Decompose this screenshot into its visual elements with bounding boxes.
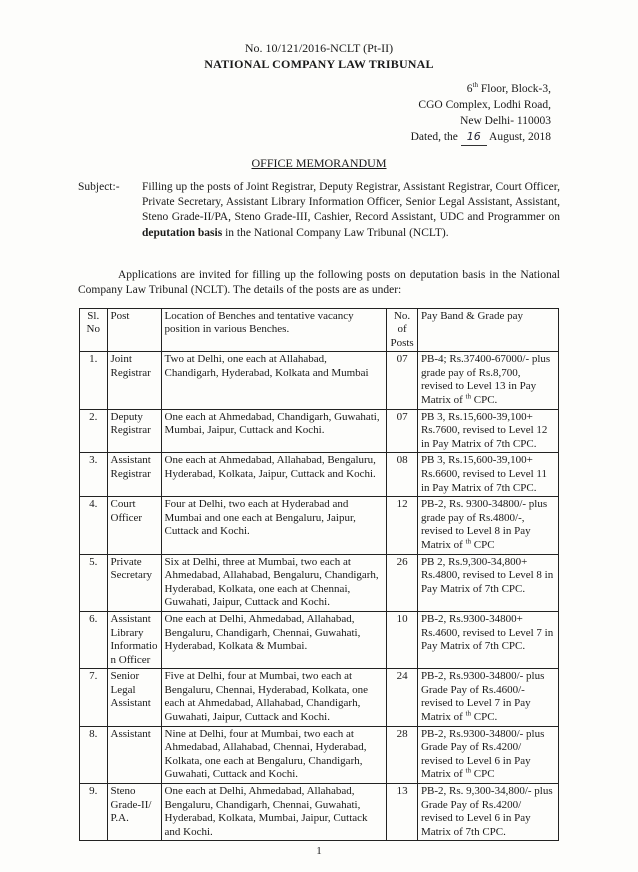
cell-no-of-posts: 26 — [387, 554, 418, 611]
intro-paragraph: Applications are invited for filling up the following posts on deputation basis in the National Company Law Tribunal (NCLT). The details of the posts are as under: — [78, 269, 560, 296]
table-row — [80, 726, 559, 783]
cell-post: Assistant Registrar — [107, 453, 161, 497]
cell-location: One each at Delhi, Ahmedabad, Allahabad, Bengaluru, Chandigarh, Chennai, Guwahati, Hyderabad, Kolkata, Mumbai, Jaipur, Cuttack and Kochi. — [161, 784, 387, 841]
header-pay-band: Pay Band & Grade pay — [417, 309, 558, 352]
cell-no-of-posts: 24 — [387, 669, 418, 726]
cell-pay-band: PB-2, Rs.9300-34800/- plus Grade Pay of Rs.4600/- revised to Level 7 in Pay Matrix of $^{th}$ CPC. — [417, 669, 558, 726]
table-header-row — [80, 309, 559, 352]
cell-pay-band: PB 3, Rs.15,600-39,100+ Rs.7600, revised to Level 12 in Pay Matrix of 7th CPC. — [417, 409, 558, 453]
cell-sl-no: 8. — [80, 726, 108, 783]
cell-sl-no: 3. — [80, 453, 108, 497]
cell-sl-no: 5. — [80, 554, 108, 611]
cell-location: Nine at Delhi, four at Mumbai, two each at Ahmedabad, Allahabad, Chennai, Hyderabad, Kolkata, one each at Bengaluru, Chandigarh, Guwahati, Cuttack and Kochi. — [161, 726, 387, 783]
cell-location: Two at Delhi, one each at Allahabad, Chandigarh, Hyderabad, Kolkata and Mumbai — [161, 352, 387, 409]
cell-no-of-posts: 08 — [387, 453, 418, 497]
address-block — [411, 81, 551, 146]
subject-label: Subject:- — [78, 181, 120, 193]
cell-post: Deputy Registrar — [107, 409, 161, 453]
file-number: No. 10/121/2016-NCLT (Pt-II) — [244, 41, 394, 55]
page-number: 1 — [316, 845, 322, 857]
cell-post: Joint Registrar — [107, 352, 161, 409]
cell-post: Private Secretary — [107, 554, 161, 611]
table-row — [80, 352, 559, 409]
address-line-3: New Delhi- 110003 — [460, 115, 551, 127]
posts-table — [79, 308, 559, 841]
cell-no-of-posts: 13 — [387, 784, 418, 841]
cell-location: Six at Delhi, three at Mumbai, two each at Ahmedabad, Allahabad, Bengaluru, Chandigarh, Hyderabad, Kolkata, one each at Chennai, Guwahati, Jaipur, Cuttack and Kochi. — [161, 554, 387, 611]
cell-pay-band: PB-2, Rs.9300-34800/- plus Grade Pay of Rs.4200/ revised to Level 6 in Pay Matrix of $^{th}$ CPC — [417, 726, 558, 783]
cell-sl-no: 4. — [80, 497, 108, 554]
subject-block — [78, 180, 560, 241]
cell-no-of-posts: 07 — [387, 409, 418, 453]
address-line-2: CGO Complex, Lodhi Road, — [418, 99, 551, 111]
cell-post: Court Officer — [107, 497, 161, 554]
table-row — [80, 611, 559, 668]
cell-sl-no: 2. — [80, 409, 108, 453]
table-row — [80, 409, 559, 453]
header-post: Post — [107, 309, 161, 352]
cell-pay-band: PB 3, Rs.15,600-39,100+ Rs.6600, revised to Level 11 in Pay Matrix of 7th CPC. — [417, 453, 558, 497]
cell-sl-no: 7. — [80, 669, 108, 726]
cell-pay-band: PB-4; Rs.37400-67000/- plus grade pay of Rs.8,700, revised to Level 13 in Pay Matrix of $^{th}$ CPC. — [417, 352, 558, 409]
date-line: Dated, the 16 August, 2018 — [411, 129, 551, 146]
cell-sl-no: 9. — [80, 784, 108, 841]
table-row — [80, 554, 559, 611]
cell-sl-no: 1. — [80, 352, 108, 409]
cell-no-of-posts: 07 — [387, 352, 418, 409]
cell-no-of-posts: 10 — [387, 611, 418, 668]
table-row — [80, 453, 559, 497]
cell-pay-band: PB-2, Rs. 9300-34800/- plus grade pay of Rs.4800/-, revised to Level 8 in Pay Matrix of $^{th}$ CPC — [417, 497, 558, 554]
cell-post: Assistant Library Informatio n Officer — [107, 611, 161, 668]
cell-no-of-posts: 12 — [387, 497, 418, 554]
cell-location: One each at Ahmedabad, Allahabad, Bengaluru, Hyderabad, Kolkata, Jaipur, Cuttack and Kochi. — [161, 453, 387, 497]
cell-location: One each at Delhi, Ahmedabad, Allahabad, Bengaluru, Chandigarh, Chennai, Guwahati, Hyderabad, Kolkata & Mumbai. — [161, 611, 387, 668]
address-floor: 6th Floor, Block-3, — [466, 81, 551, 95]
cell-pay-band: PB 2, Rs.9,300-34,800+ Rs.4800, revised to Level 8 in Pay Matrix of 7th CPC. — [417, 554, 558, 611]
cell-location: Five at Delhi, four at Mumbai, two each at Bengaluru, Chennai, Hyderabad, Kolkata, one each at Ahmedabad, Allahabad, Chandigarh, Guwahati, Jaipur, Cuttack and Kochi. — [161, 669, 387, 726]
cell-post: Steno Grade-II/ P.A. — [107, 784, 161, 841]
cell-pay-band: PB-2, Rs. 9,300-34,800/- plus Grade Pay of Rs.4200/ revised to Level 6 in Pay Matrix of 7th CPC. — [417, 784, 558, 841]
header-sl-no: Sl. No — [80, 309, 108, 352]
cell-pay-band: PB-2, Rs.9300-34800+ Rs.4600, revised to Level 7 in Pay Matrix of 7th CPC. — [417, 611, 558, 668]
table-row — [80, 497, 559, 554]
cell-location: Four at Delhi, two each at Hyderabad and Mumbai and one each at Bengaluru, Jaipur, Cuttack and Kochi. — [161, 497, 387, 554]
cell-post: Assistant — [107, 726, 161, 783]
handwritten-date: 16 — [461, 129, 487, 146]
header-location: Location of Benches and tentative vacancy position in various Benches. — [161, 309, 387, 352]
cell-location: One each at Ahmedabad, Chandigarh, Guwahati, Mumbai, Jaipur, Cuttack and Kochi. — [161, 409, 387, 453]
cell-no-of-posts: 28 — [387, 726, 418, 783]
cell-sl-no: 6. — [80, 611, 108, 668]
table-row — [80, 784, 559, 841]
table-body — [80, 352, 559, 841]
header-no-of-posts: No. of Posts — [387, 309, 418, 352]
subject-text: Filling up the posts of Joint Registrar, Deputy Registrar, Assistant Registrar, Court Officer, Private Secretary, Assistant Library Information Officer, Senior Legal Assistant, Assistant, Steno Grade-II/PA, Steno Grade-III, Cashier, Record Assistant, UDC and Programmer on deputation basis in the National Company Law Tribunal (NCLT). — [142, 181, 560, 239]
organisation-name: NATIONAL COMPANY LAW TRIBUNAL — [204, 57, 434, 71]
cell-post: Senior Legal Assistant — [107, 669, 161, 726]
table-row — [80, 669, 559, 726]
memo-title: OFFICE MEMORANDUM — [251, 156, 387, 170]
